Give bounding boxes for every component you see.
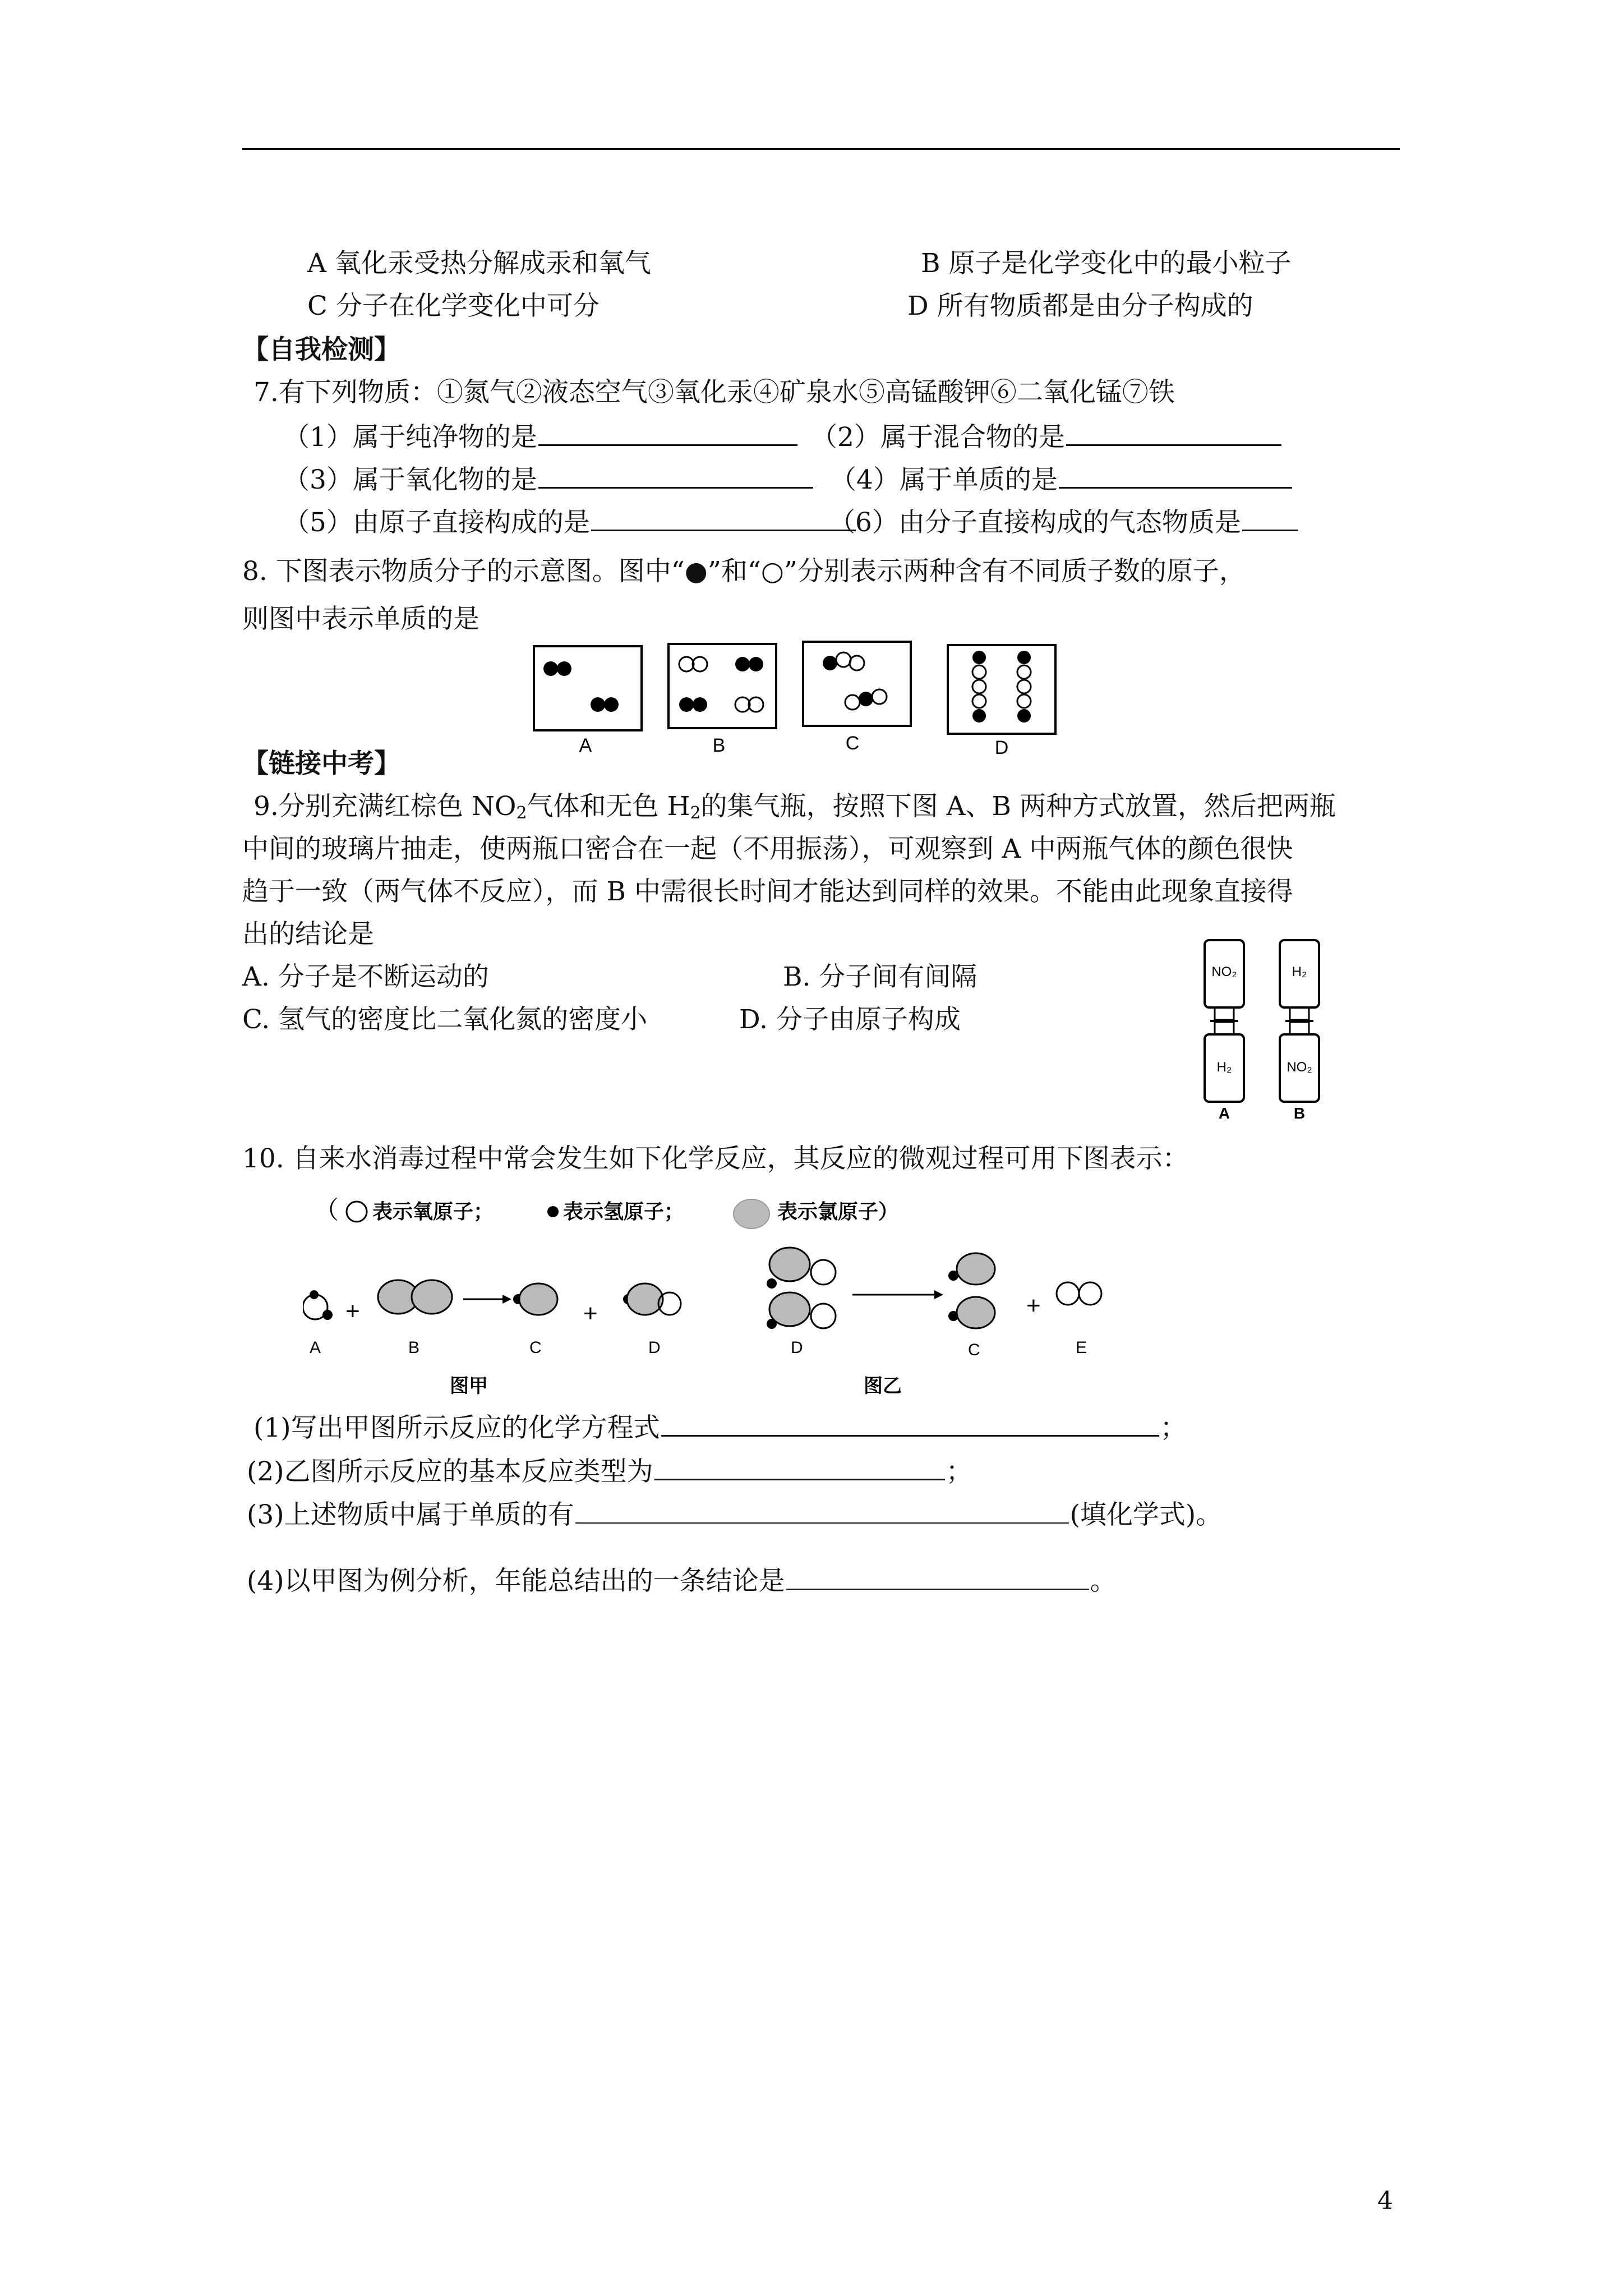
- chlorine-atom-legend-icon: [734, 1199, 769, 1228]
- q9-bottle-a-top-label: NO₂: [1211, 964, 1237, 979]
- q7-answer-blank-5[interactable]: [591, 507, 856, 531]
- q9-option-a: A. 分子是不断运动的: [242, 961, 489, 992]
- q10-part2: (2)乙图所示反应的基本反应类型为 ；: [247, 1456, 972, 1487]
- q9-label-a: A: [1218, 1105, 1230, 1122]
- q10-part4: (4)以甲图为例分析，年能总结出的一条结论是 。: [247, 1566, 1117, 1596]
- q9-line1: 9.分别充满红棕色 $NO_2$气体和无色 $H_2$的集气瓶，按照下图 A、B 两种方式放置，然后把两瓶: [253, 791, 1336, 823]
- q7-part3: （3）属于氧化物的是: [283, 464, 814, 493]
- q9-label-b: B: [1293, 1105, 1306, 1122]
- q9-option-b: B. 分子间有间隔: [783, 961, 978, 992]
- q10-legend-hydrogen: 表示氢原子；: [563, 1200, 685, 1223]
- section-self-check: 【自我检测】: [242, 334, 400, 365]
- q7-answer-blank-1[interactable]: [538, 422, 797, 446]
- q6-option-c: C 分子在化学变化中可分: [307, 291, 600, 321]
- q10-answer-blank-4[interactable]: [786, 1566, 1089, 1590]
- oxygen-atom-legend-icon: [347, 1202, 367, 1222]
- q7-answer-blank-3[interactable]: [538, 464, 813, 489]
- q10-part3: (3)上述物质中属于单质的有 (填化学式)。: [247, 1499, 1223, 1530]
- q7-stem: 7.有下列物质：①氮气②液态空气③氧化汞④矿泉水⑤高锰酸钾⑥二氧化锰⑦铁: [253, 377, 1175, 408]
- q9-line4: 出的结论是: [242, 919, 374, 950]
- q10-label-d2: D: [791, 1338, 803, 1357]
- q10-figure-yi: [767, 1248, 1101, 1397]
- q10-answer-blank-1[interactable]: [661, 1412, 1159, 1437]
- q10-label-d: D: [648, 1338, 661, 1357]
- q7-answer-blank-4[interactable]: [1059, 464, 1292, 489]
- q10-caption-yi: 图乙: [864, 1375, 902, 1397]
- q7-part6: （6）由分子直接构成的气态物质是: [829, 507, 1299, 536]
- q9-gas-bottle-figure: [1189, 931, 1340, 1122]
- q6-option-d: D 所有物质都是由分子构成的: [907, 291, 1253, 321]
- q8-label-b: B: [712, 735, 726, 756]
- q9-bottle-b-bottom-label: NO₂: [1287, 1060, 1312, 1075]
- q9-option-d: D. 分子由原子构成: [739, 1004, 961, 1035]
- q10-label-a: A: [310, 1338, 321, 1357]
- svg-text:+: +: [1026, 1292, 1041, 1319]
- hydrogen-atom-legend-icon: [547, 1206, 559, 1217]
- q7-part1: （1）属于纯净物的是: [283, 422, 799, 450]
- svg-text:+: +: [345, 1297, 360, 1325]
- q10-label-c2: C: [968, 1341, 980, 1359]
- q7-answer-blank-6[interactable]: [1242, 507, 1298, 531]
- q10-part1: (1)写出甲图所示反应的化学方程式 ；: [253, 1412, 1187, 1443]
- q9-bottle-pair-a: [1205, 940, 1244, 1122]
- svg-text:+: +: [583, 1300, 598, 1327]
- page-number: 4: [1377, 2187, 1393, 2215]
- q8-box-a: [534, 646, 642, 730]
- q9-line2: 中间的玻璃片抽走，使两瓶口密合在一起（不用振荡），可观察到 A 中两瓶气体的颜色很快: [242, 834, 1293, 864]
- q9-bottle-pair-b: [1280, 940, 1319, 1122]
- svg-text:（: （: [314, 1197, 339, 1224]
- q6-option-b: B 原子是化学变化中的最小粒子: [921, 248, 1292, 279]
- q9-bottle-b-top-label: H₂: [1292, 964, 1307, 979]
- q10-legend: [314, 1197, 898, 1228]
- q10-answer-blank-2[interactable]: [654, 1456, 945, 1480]
- q10-label-b: B: [408, 1338, 420, 1357]
- q10-reaction-figure: [303, 1189, 1144, 1402]
- q8-label-a: A: [579, 735, 592, 756]
- q9-line3: 趋于一致（两气体不反应），而 B 中需很长时间才能达到同样的效果。不能由此现象直接得: [242, 876, 1293, 907]
- q10-label-c: C: [529, 1338, 542, 1357]
- q7-part5: （5）由原子直接构成的是: [283, 507, 857, 536]
- q10-answer-blank-3[interactable]: [575, 1500, 1069, 1524]
- q7-part4: （4）属于单质的是: [830, 464, 1293, 493]
- q10-stem: 10. 自来水消毒过程中常会发生如下化学反应，其反应的微观过程可用下图表示：: [242, 1143, 1189, 1174]
- section-link-exam: 【链接中考】: [242, 748, 400, 779]
- q7-part2: （2）属于混合物的是: [811, 422, 1283, 450]
- q10-legend-oxygen: 表示氧原子；: [372, 1200, 494, 1223]
- q9-option-c: C. 氢气的密度比二氧化氮的密度小: [242, 1004, 648, 1035]
- q10-caption-jia: 图甲: [450, 1375, 488, 1397]
- q8-box-d: [948, 645, 1055, 734]
- q6-option-a: A 氧化汞受热分解成汞和氧气: [307, 248, 651, 279]
- q10-legend-chlorine: 表示氯原子）: [777, 1200, 899, 1223]
- q8-line1: 8. 下图表示物质分子的示意图。图中“●”和“○”分别表示两种含有不同质子数的原子，: [242, 556, 1246, 587]
- q10-label-e: E: [1076, 1338, 1087, 1357]
- q8-box-c: [803, 642, 911, 726]
- q8-label-d: D: [994, 737, 1009, 758]
- q8-line2: 则图中表示单质的是: [242, 604, 479, 634]
- q8-molecule-figure: [527, 639, 1066, 763]
- q10-figure-jia: [303, 1280, 681, 1397]
- header-rule: [242, 148, 1400, 150]
- q9-bottle-a-bottom-label: H₂: [1216, 1060, 1232, 1075]
- q7-answer-blank-2[interactable]: [1066, 422, 1281, 446]
- q8-label-c: C: [845, 733, 860, 754]
